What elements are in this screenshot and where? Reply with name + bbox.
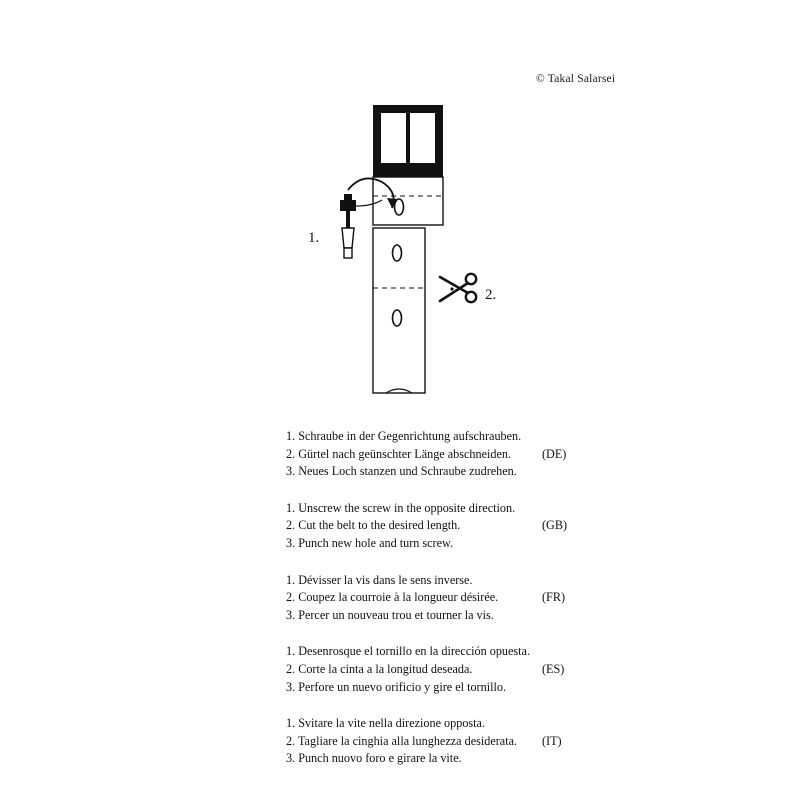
instruction-line: 2. Cut the belt to the desired length. (286, 518, 461, 533)
buckle-diagram (373, 105, 443, 177)
instruction-line: 2. Coupez la courroie à la longueur désirée. (286, 590, 499, 605)
language-code: (ES) (542, 661, 565, 676)
instruction-line: 3. Neues Loch stanzen und Schraube zudrehen. (286, 464, 517, 479)
instruction-block-de (286, 428, 586, 481)
language-code: (GB) (542, 518, 568, 533)
instructions-list (286, 428, 586, 768)
belt-strap-upper (373, 177, 443, 225)
instruction-line: 1. Dévisser la vis dans le sens inverse. (286, 572, 473, 587)
instruction-line: 2. Tagliare la cinghia alla lunghezza desiderata. (286, 733, 518, 748)
instruction-block-it (286, 715, 586, 768)
instruction-block-es (286, 643, 586, 696)
instruction-line: 1. Svitare la vite nella direzione opposta. (286, 716, 485, 731)
instruction-line: 3. Percer un nouveau trou et tourner la vis. (286, 607, 494, 622)
language-code: (IT) (542, 733, 562, 748)
instruction-block-fr (286, 572, 586, 625)
instruction-line: 3. Punch nuovo foro e girare la vite. (286, 751, 462, 766)
belt-strap-body (373, 228, 425, 393)
instruction-block-gb (286, 500, 586, 553)
language-code: (FR) (542, 590, 566, 605)
copyright-credit: © Takal Salarsei (536, 73, 616, 85)
instruction-line: 1. Desenrosque el tornillo en la dirección opuesta. (286, 644, 531, 659)
instruction-line: 3. Punch new hole and turn screw. (286, 535, 454, 550)
step-1-label: 1. (308, 230, 320, 246)
language-code: (DE) (542, 446, 567, 461)
instruction-line: 1. Unscrew the screw in the opposite direction. (286, 500, 516, 515)
instruction-line: 3. Perfore un nuevo orificio y gire el tornillo. (286, 679, 506, 694)
scissors-icon (440, 274, 476, 302)
instruction-line: 2. Corte la cinta a la longitud deseada. (286, 661, 473, 676)
instruction-line: 2. Gürtel nach geünschter Länge abschneiden. (286, 446, 512, 461)
instruction-line: 1. Schraube in der Gegenrichtung aufschrauben. (286, 429, 522, 443)
step-2-label: 2. (485, 287, 497, 303)
